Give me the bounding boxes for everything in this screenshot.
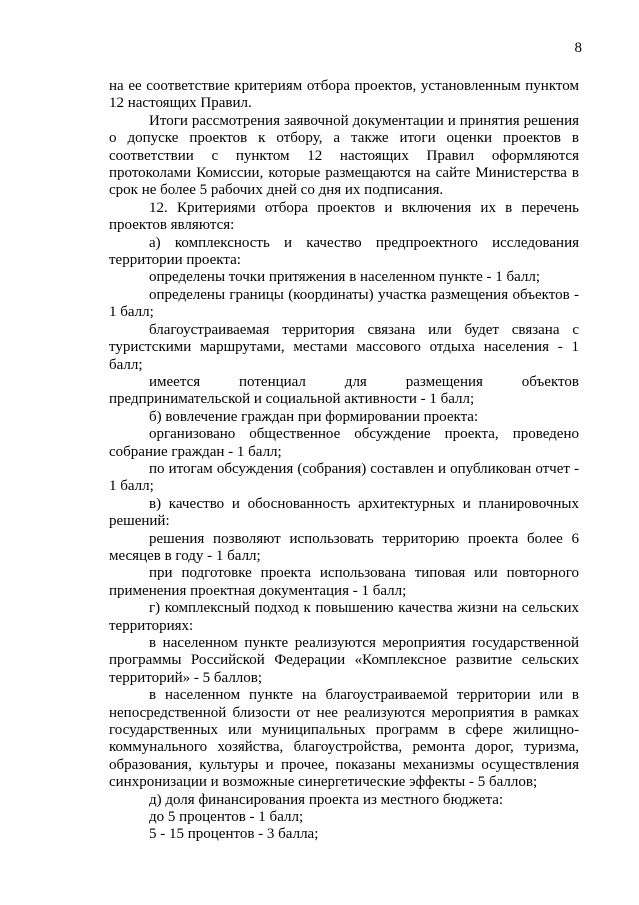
paragraph: до 5 процентов - 1 балл; xyxy=(149,809,304,826)
paragraph: а) комплексность и качество предпроектного исследования территории проекта: xyxy=(109,234,579,269)
paragraph: 12. Критериями отбора проектов и включения их в перечень проектов являются: xyxy=(109,199,579,234)
paragraph: в населенном пункте реализуются мероприятия государственной программы Российской Федерации «Комплексное развитие сельских территорий» - 5 баллов; xyxy=(109,635,579,686)
paragraph: определены точки притяжения в населенном пункте - 1 балл; xyxy=(149,269,541,286)
paragraph: Итоги рассмотрения заявочной документации и принятия решения о допуске проектов к отбору, а также итоги оценки проектов в соответствии с пунктом 12 настоящих Правил оформляются протоколами Комиссии, которые размещаются на сайте Министерства в срок не более 5 рабочих дней со дня их подписания. xyxy=(109,112,579,199)
paragraph: организовано общественное обсуждение проекта, проведено собрание граждан - 1 балл; xyxy=(109,426,579,460)
paragraph: благоустраиваемая территория связана или будет связана с туристскими маршрутами, местами массового отдыха населения - 1 балл; xyxy=(109,321,579,373)
paragraph: в населенном пункте на благоустраиваемой территории или в непосредственной близости от нее реализуются мероприятия в рамках государственных или муниципальных программ в сфере жилищно-коммунального хозяйства, благоустройства, ремонта дорог, туризма, образования, культуры и прочее, показаны механизмы осуществления синхронизации и возможные синергетические эффекты - 5 баллов; xyxy=(109,687,579,791)
paragraph: в) качество и обоснованность архитектурных и планировочных решений: xyxy=(109,495,579,530)
paragraph: имеется потенциал для размещения объектов предпринимательской и социальной активности - 1 балл; xyxy=(109,373,579,408)
paragraph: б) вовлечение граждан при формировании проекта: xyxy=(149,408,479,425)
document-body xyxy=(109,78,579,844)
paragraph: при подготовке проекта использована типовая или повторного применения проектная документация - 1 балл; xyxy=(109,565,579,599)
paragraph: решения позволяют использовать территорию проекта более 6 месяцев в году - 1 балл; xyxy=(109,530,579,564)
page-number: 8 xyxy=(574,40,582,56)
paragraph: на ее соответствие критериям отбора проектов, установленным пунктом 12 настоящих Правил. xyxy=(109,78,579,112)
paragraph: г) комплексный подход к повышению качества жизни на сельских территориях: xyxy=(109,600,579,634)
paragraph: 5 - 15 процентов - 3 балла; xyxy=(149,826,319,843)
paragraph: определены границы (координаты) участка размещения объектов - 1 балл; xyxy=(109,286,579,321)
paragraph: д) доля финансирования проекта из местного бюджета: xyxy=(149,791,504,808)
paragraph: по итогам обсуждения (собрания) составлен и опубликован отчет - 1 балл; xyxy=(109,460,579,495)
